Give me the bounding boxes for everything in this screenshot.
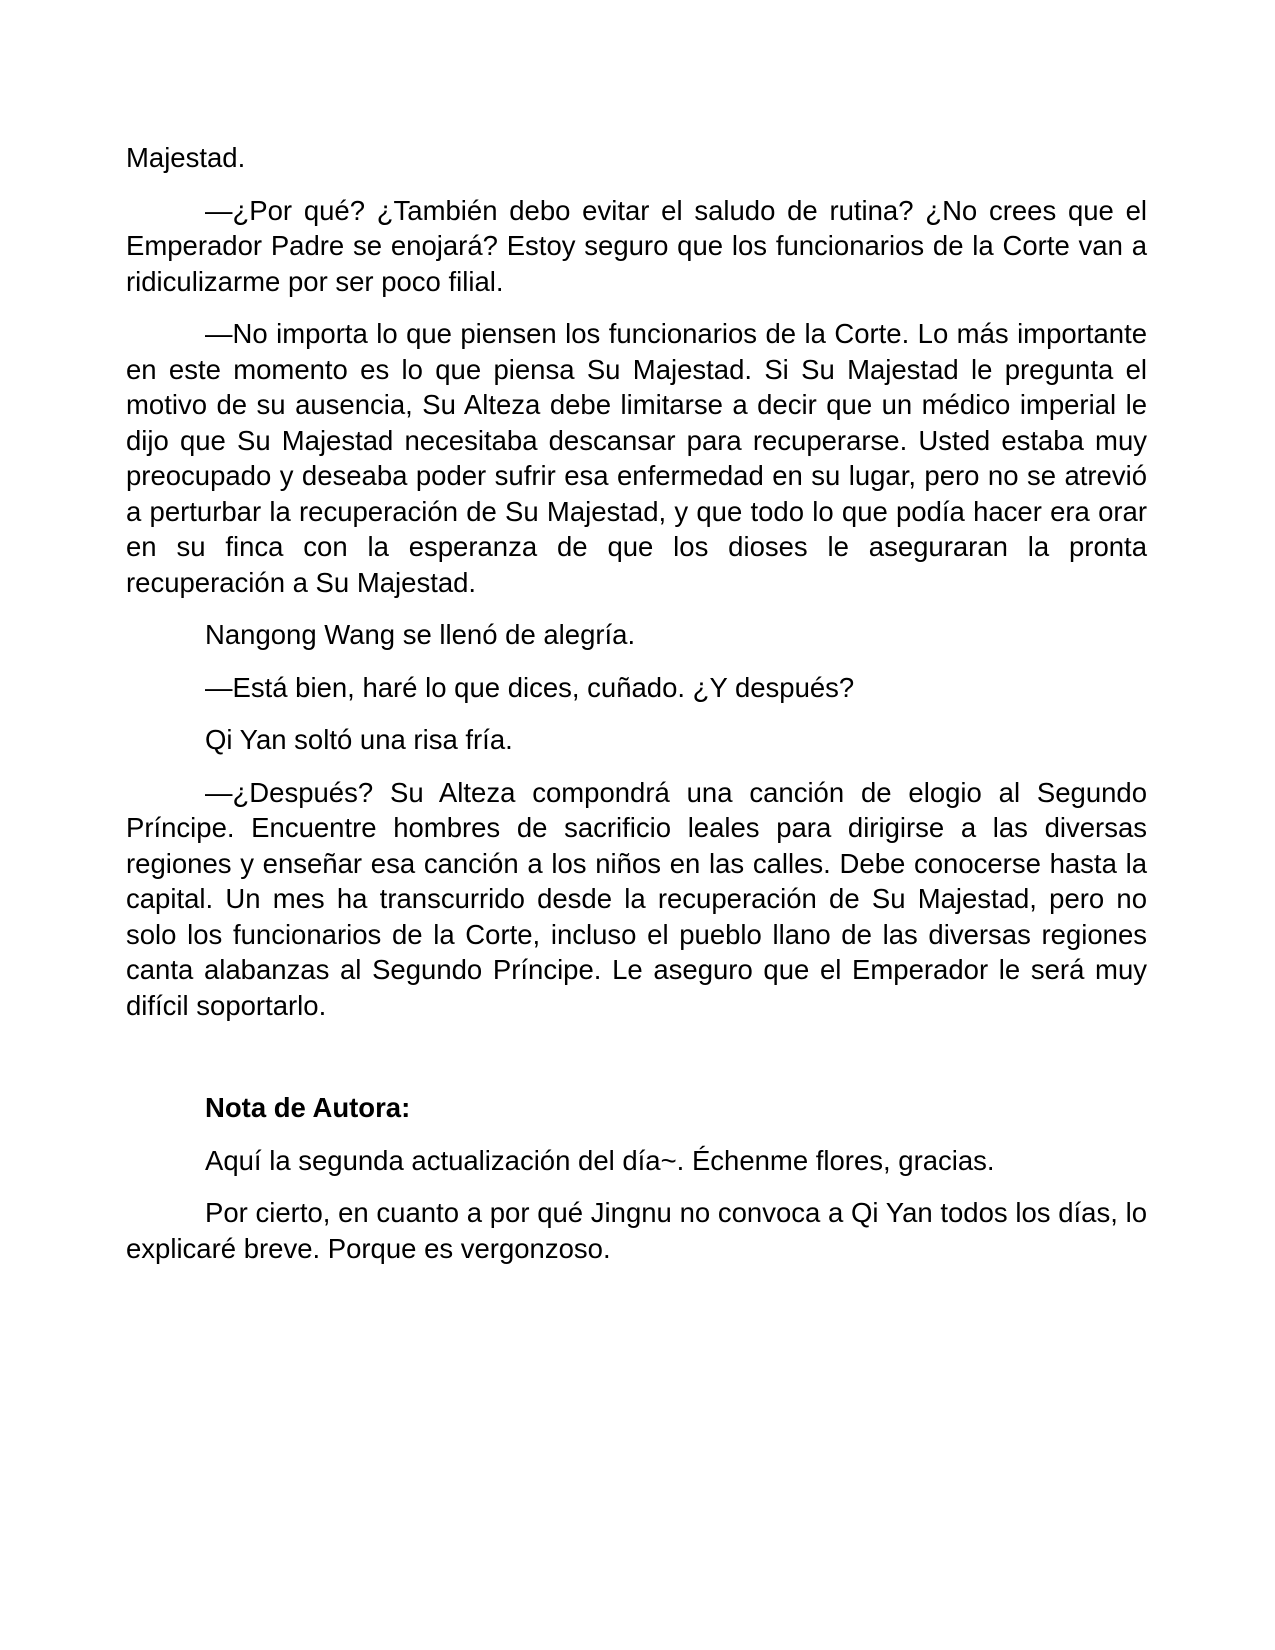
document-page — [126, 140, 1147, 1283]
paragraph-narration: Nangong Wang se llenó de alegría. — [205, 619, 636, 650]
author-note-paragraph: Aquí la segunda actualización del día~. Échenme flores, gracias. — [205, 1144, 995, 1176]
author-note-paragraph: Por cierto, en cuanto a por qué Jingnu no convoca a Qi Yan todos los días, lo explicaré breve. Porque es vergonzoso. — [126, 1197, 1147, 1264]
paragraph-narration: Qi Yan soltó una risa fría. — [205, 724, 513, 755]
paragraph-continuation: Majestad. — [126, 142, 246, 173]
paragraph-dialogue: —¿Después? Su Alteza compondrá una canción de elogio al Segundo Príncipe. Encuentre hombres de sacrificio leales para dirigirse a las diversas regiones y enseñar esa canción a los niños en las calles. Debe conocerse hasta la capital. Un mes ha transcurrido desde la recuperación de Su Majestad, pero no solo los funcionarios de la Corte, incluso el pueblo llano de las diversas regiones canta alabanzas al Segundo Príncipe. Le aseguro que el Emperador le será muy difícil soportarlo. — [126, 776, 1147, 1021]
section-spacer — [126, 1040, 1147, 1090]
paragraph-dialogue: —Está bien, haré lo que dices, cuñado. ¿Y después? — [205, 671, 855, 703]
paragraph-dialogue: —No importa lo que piensen los funcionarios de la Corte. Lo más importante en este momento es lo que piensa Su Majestad. Si Su Majestad le pregunta el motivo de su ausencia, Su Alteza debe limitarse a decir que un médico imperial le dijo que Su Majestad necesitaba descansar para recuperarse. Usted estaba muy preocupado y deseaba poder sufrir esa enfermedad en su lugar, pero no se atrevió a perturbar la recuperación de Su Majestad, y que todo lo que podía hacer era orar en su finca con la esperanza de que los dioses le aseguraran la pronta recuperación a Su Majestad. — [126, 318, 1147, 598]
author-note-title: Nota de Autora: — [205, 1092, 411, 1123]
paragraph-dialogue: —¿Por qué? ¿También debo evitar el saludo de rutina? ¿No crees que el Emperador Padre se enojará? Estoy seguro que los funcionarios de la Corte van a ridiculizarme por ser poco filial. — [126, 194, 1147, 297]
